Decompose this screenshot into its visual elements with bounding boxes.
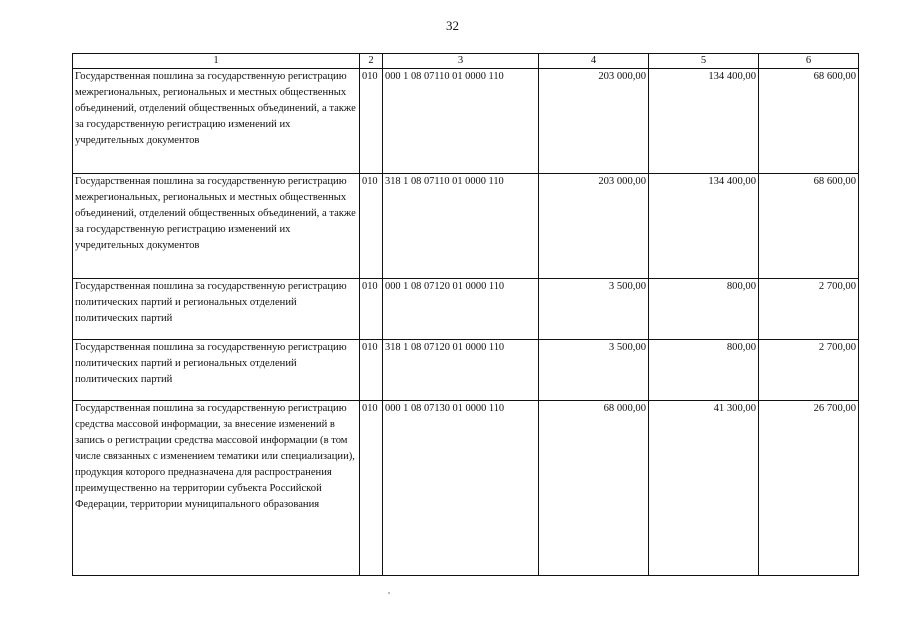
row-col6-cell: 2 700,00 bbox=[759, 279, 859, 340]
table-row bbox=[73, 401, 859, 576]
table-row bbox=[73, 279, 859, 340]
column-header-3: 3 bbox=[383, 54, 539, 69]
row-name-cell: Государственная пошлина за государственную регистрацию политических партий и региональных отделений политических партий bbox=[73, 279, 360, 340]
table-row bbox=[73, 340, 859, 401]
row-col5-cell: 800,00 bbox=[649, 279, 759, 340]
row-col4-cell: 203 000,00 bbox=[539, 69, 649, 174]
row-col4-cell: 3 500,00 bbox=[539, 340, 649, 401]
row-code-cell: 010 bbox=[360, 279, 383, 340]
row-code-cell: 010 bbox=[360, 401, 383, 576]
table-row bbox=[73, 174, 859, 279]
row-name-cell: Государственная пошлина за государственную регистрацию межрегиональных, региональных и местных общественных объединений, отделений общественных объединений, а также за государственную регистрацию изменений их учредительных документов bbox=[73, 174, 360, 279]
column-header-6: 6 bbox=[759, 54, 859, 69]
row-col6-cell: 68 600,00 bbox=[759, 174, 859, 279]
row-name-cell: Государственная пошлина за государственную регистрацию средства массовой информации, за внесение изменений в запись о регистрации средства массовой информации (в том числе связанных с изменением тематики или специализации), продукция которого предназначена для распространения преимущественно на территории субъекта Российской Федерации, территории муниципального образования bbox=[73, 401, 360, 576]
column-number-row bbox=[73, 54, 859, 69]
row-col4-cell: 3 500,00 bbox=[539, 279, 649, 340]
row-name-cell: Государственная пошлина за государственную регистрацию политических партий и региональных отделений политических партий bbox=[73, 340, 360, 401]
row-kbk-cell: 000 1 08 07110 01 0000 110 bbox=[383, 69, 539, 174]
row-code-cell: 010 bbox=[360, 340, 383, 401]
column-header-2: 2 bbox=[360, 54, 383, 69]
row-col5-cell: 800,00 bbox=[649, 340, 759, 401]
row-code-cell: 010 bbox=[360, 69, 383, 174]
column-header-5: 5 bbox=[649, 54, 759, 69]
budget-revenue-table bbox=[72, 53, 859, 576]
scan-speck bbox=[388, 592, 390, 594]
row-col5-cell: 134 400,00 bbox=[649, 69, 759, 174]
page-number: 32 bbox=[446, 18, 459, 33]
row-name-cell: Государственная пошлина за государственную регистрацию межрегиональных, региональных и местных общественных объединений, отделений общественных объединений, а также за государственную регистрацию изменений их учредительных документов bbox=[73, 69, 360, 174]
row-col6-cell: 68 600,00 bbox=[759, 69, 859, 174]
table-row bbox=[73, 69, 859, 174]
row-kbk-cell: 000 1 08 07120 01 0000 110 bbox=[383, 279, 539, 340]
row-col6-cell: 26 700,00 bbox=[759, 401, 859, 576]
column-header-4: 4 bbox=[539, 54, 649, 69]
row-kbk-cell: 000 1 08 07130 01 0000 110 bbox=[383, 401, 539, 576]
row-col5-cell: 134 400,00 bbox=[649, 174, 759, 279]
row-col6-cell: 2 700,00 bbox=[759, 340, 859, 401]
row-kbk-cell: 318 1 08 07110 01 0000 110 bbox=[383, 174, 539, 279]
row-col4-cell: 68 000,00 bbox=[539, 401, 649, 576]
row-code-cell: 010 bbox=[360, 174, 383, 279]
row-kbk-cell: 318 1 08 07120 01 0000 110 bbox=[383, 340, 539, 401]
row-col5-cell: 41 300,00 bbox=[649, 401, 759, 576]
row-col4-cell: 203 000,00 bbox=[539, 174, 649, 279]
column-header-1: 1 bbox=[73, 54, 360, 69]
